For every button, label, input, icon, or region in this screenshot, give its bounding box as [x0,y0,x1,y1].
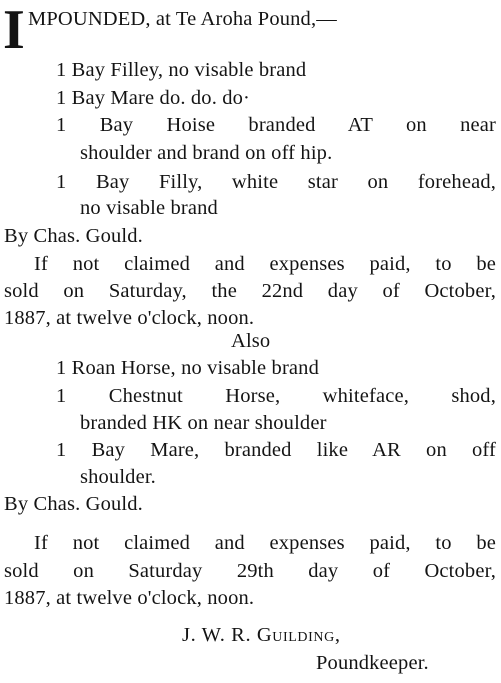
list-item: 1 Bay Mare, branded like AR on off [56,439,496,461]
terms-line: 1887, at twelve o'clock, noon. [4,307,255,329]
also-heading: Also [231,330,271,352]
terms-line: If not claimed and expenses paid, to be [34,532,496,554]
list-item: 1 Bay Mare do. do. do· [56,87,251,109]
list-item-continuation: shoulder and brand on off hip. [80,142,333,164]
terms-line: If not claimed and expenses paid, to be [34,253,496,275]
terms-line: 1887, at twelve o'clock, noon. [4,587,255,609]
notice-heading: MPOUNDED, at Te Aroha Pound,— [28,8,337,30]
list-item-continuation: no visable brand [80,197,218,219]
terms-line: sold on Saturday, the 22nd day of October, [4,280,496,302]
list-item: 1 Bay Hoise branded AT on near [56,114,496,136]
signatory-name: J. W. R. Guilding, [182,624,341,646]
signatory-title: Poundkeeper. [316,652,429,674]
list-item-continuation: shoulder. [80,466,156,488]
list-item-continuation: branded HK on near shoulder [80,412,327,434]
authority-line: By Chas. Gould. [4,225,143,247]
terms-line: sold on Saturday 29th day of October, [4,560,496,582]
list-item: 1 Chestnut Horse, whiteface, shod, [56,385,496,407]
list-item: 1 Roan Horse, no visable brand [56,357,319,379]
drop-cap: I [3,0,25,61]
list-item: 1 Bay Filly, white star on forehead, [56,171,496,193]
authority-line: By Chas. Gould. [4,493,143,515]
list-item: 1 Bay Filley, no visable brand [56,59,307,81]
